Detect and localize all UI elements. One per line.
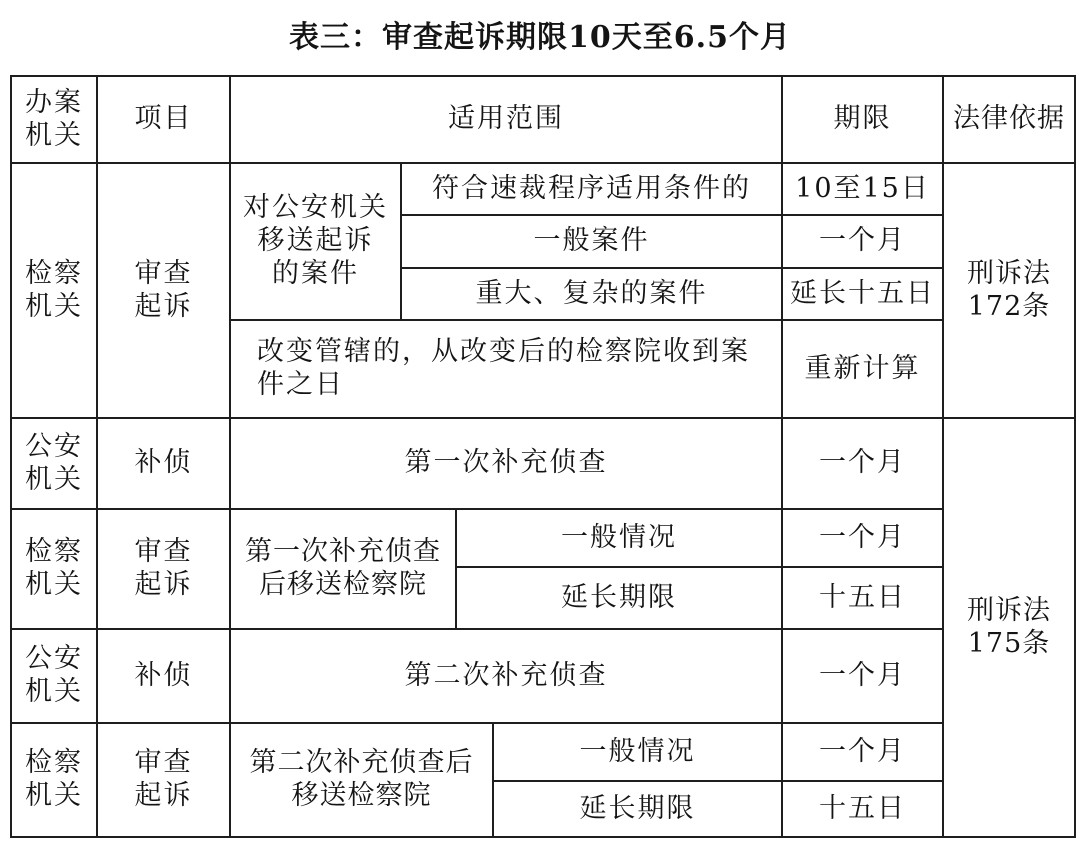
s4-period: 一个月 <box>782 629 943 723</box>
s1-jurisdiction-scope: 改变管辖的，从改变后的检察院收到案件之日 <box>230 320 782 418</box>
table-row <box>11 163 1075 215</box>
s5-period-general: 一个月 <box>782 723 943 781</box>
s3-scope-extended: 延长期限 <box>456 567 782 629</box>
header-row <box>11 76 1075 163</box>
s1-scope-major: 重大、复杂的案件 <box>401 268 782 320</box>
header-basis: 法律依据 <box>943 76 1075 163</box>
s4-agency: 公安 机关 <box>11 629 97 723</box>
s3-agency: 检察 机关 <box>11 509 97 629</box>
s1-period-general: 一个月 <box>782 215 943 268</box>
s2-scope: 第一次补充侦查 <box>230 418 782 509</box>
s3-item: 审查 起诉 <box>97 509 230 629</box>
s2-agency: 公安 机关 <box>11 418 97 509</box>
s5-period-extended: 十五日 <box>782 781 943 837</box>
s4-item: 补侦 <box>97 629 230 723</box>
s1-scope-general: 一般案件 <box>401 215 782 268</box>
s1-period-fast-track: 10至15日 <box>782 163 943 215</box>
s5-agency: 检察 机关 <box>11 723 97 837</box>
table-row <box>11 629 1075 723</box>
s5-scope-extended: 延长期限 <box>493 781 782 837</box>
s1-category: 对公安机关 移送起诉 的案件 <box>230 163 401 320</box>
s1-period-major: 延长十五日 <box>782 268 943 320</box>
s2-period: 一个月 <box>782 418 943 509</box>
s3-category: 第一次补充侦查 后移送检察院 <box>230 509 456 629</box>
s3-period-extended: 十五日 <box>782 567 943 629</box>
s1-jurisdiction-period: 重新计算 <box>782 320 943 418</box>
table-row <box>11 509 1075 567</box>
s3-period-general: 一个月 <box>782 509 943 567</box>
s5-category: 第二次补充侦查后 移送检察院 <box>230 723 493 837</box>
s5-scope-general: 一般情况 <box>493 723 782 781</box>
s1-basis: 刑诉法 172条 <box>943 163 1075 418</box>
header-item: 项目 <box>97 76 230 163</box>
header-scope: 适用范围 <box>230 76 782 163</box>
s5-item: 审查 起诉 <box>97 723 230 837</box>
s1-agency: 检察 机关 <box>11 163 97 418</box>
header-period: 期限 <box>782 76 943 163</box>
table-row <box>11 723 1075 781</box>
page-title: 表三：审查起诉期限10天至6.5个月 <box>289 20 791 55</box>
s3-scope-general: 一般情况 <box>456 509 782 567</box>
s1-item: 审查 起诉 <box>97 163 230 418</box>
header-agency: 办案 机关 <box>11 76 97 163</box>
s1-scope-fast-track: 符合速裁程序适用条件的 <box>401 163 782 215</box>
table-row <box>11 418 1075 509</box>
s4-basis: 刑诉法 175条 <box>943 418 1075 837</box>
deadline-table <box>10 75 1076 838</box>
s2-item: 补侦 <box>97 418 230 509</box>
s4-scope: 第二次补充侦查 <box>230 629 782 723</box>
